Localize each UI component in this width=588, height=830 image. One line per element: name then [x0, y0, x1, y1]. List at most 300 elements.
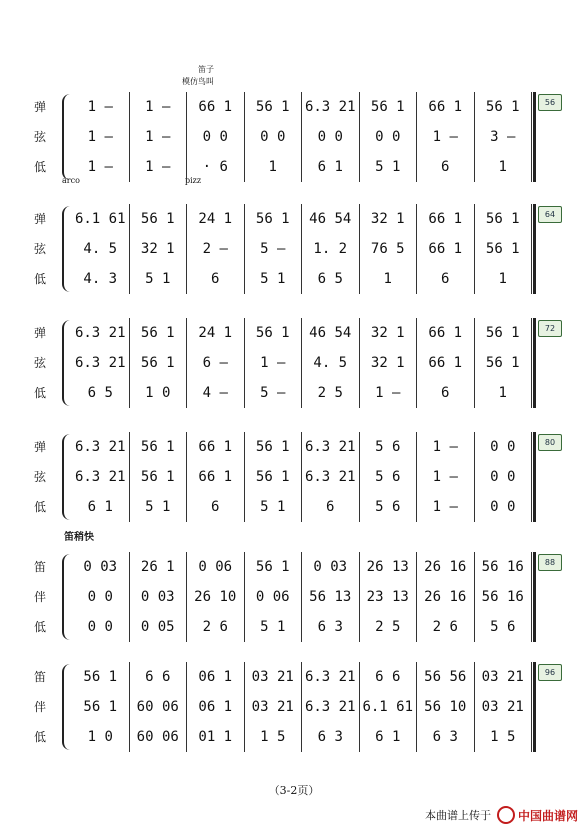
measure-notes: 26 10 — [194, 589, 237, 605]
measure — [302, 462, 360, 492]
measure-notes: 24 1 — [198, 325, 233, 341]
measure — [475, 612, 533, 642]
staff-row — [72, 612, 532, 642]
measure-notes: 56 10 — [424, 699, 467, 715]
measure — [475, 348, 533, 378]
measure-notes: 56 1 — [255, 99, 290, 115]
measure-notes: 3 – — [490, 129, 516, 145]
measure-notes: 1 — [498, 159, 507, 175]
measure — [302, 152, 360, 182]
measure — [187, 582, 245, 612]
staff-row — [72, 122, 532, 152]
measure — [475, 722, 533, 752]
measure-notes: 66 1 — [428, 355, 463, 371]
measure-notes: 1 – — [432, 439, 458, 455]
measure — [72, 612, 130, 642]
measure-notes: 0 0 — [490, 469, 516, 485]
measure — [475, 204, 533, 234]
measure-notes: 6.3 21 — [74, 439, 126, 455]
measure-notes: 6.3 21 — [304, 669, 356, 685]
measure-notes: 66 1 — [198, 469, 233, 485]
system-end-barline — [533, 662, 536, 752]
measure — [417, 582, 475, 612]
measure-notes: 6 6 — [145, 669, 171, 685]
staff-row — [72, 492, 532, 522]
upload-text: 本曲谱上传于 — [424, 809, 491, 822]
tempo-note: 笛稍快 — [64, 532, 94, 543]
measure — [360, 432, 418, 462]
measure — [360, 204, 418, 234]
measure-notes: 56 1 — [140, 211, 175, 227]
measure — [417, 492, 475, 522]
measure-notes: 1 0 — [145, 385, 171, 401]
measure — [417, 552, 475, 582]
part-label: 伴 — [34, 590, 47, 604]
measure — [417, 462, 475, 492]
measure-notes: 60 06 — [136, 729, 179, 745]
measure — [360, 462, 418, 492]
measure-notes: 0 0 — [375, 129, 401, 145]
measure-notes: 0 03 — [83, 559, 118, 575]
part-label: 笛 — [34, 670, 47, 684]
measure-notes: 5 1 — [375, 159, 401, 175]
measure — [245, 234, 303, 264]
staff-row — [72, 348, 532, 378]
measure — [72, 204, 130, 234]
measure-notes: 56 1 — [485, 325, 520, 341]
measure — [130, 432, 188, 462]
measure-notes: 76 5 — [370, 241, 405, 257]
staff-row — [72, 378, 532, 408]
measure — [302, 582, 360, 612]
measure-number-marker: 80 — [538, 434, 562, 451]
measure — [417, 612, 475, 642]
measure-notes: 56 13 — [309, 589, 352, 605]
measure-notes: 1 – — [432, 129, 458, 145]
measure-notes: 56 1 — [140, 469, 175, 485]
staff-row — [72, 204, 532, 234]
flute-title: 笛子 — [198, 65, 214, 74]
measure — [130, 204, 188, 234]
measure — [130, 234, 188, 264]
measure — [187, 122, 245, 152]
measure-notes: 0 06 — [198, 559, 233, 575]
measure-notes: 46 54 — [309, 325, 352, 341]
measure — [245, 552, 303, 582]
measure — [130, 92, 188, 122]
measure-notes: 6 6 — [375, 669, 401, 685]
measure — [302, 552, 360, 582]
part-label: 弹 — [34, 326, 47, 340]
measure — [187, 662, 245, 692]
measure-notes: 5 1 — [260, 271, 286, 287]
measure — [360, 378, 418, 408]
measure — [187, 152, 245, 182]
measure — [130, 122, 188, 152]
measure — [360, 662, 418, 692]
measure — [302, 378, 360, 408]
measure — [187, 92, 245, 122]
measure-notes: 32 1 — [370, 211, 405, 227]
measure-notes: 1 5 — [260, 729, 286, 745]
measure-notes: 6 5 — [317, 271, 343, 287]
staff-row — [72, 432, 532, 462]
part-label: 低 — [34, 160, 47, 174]
part-label: 弦 — [34, 470, 47, 484]
measure — [245, 92, 303, 122]
measure-notes: 6 3 — [432, 729, 458, 745]
measure — [360, 92, 418, 122]
measure-notes: 1 – — [432, 469, 458, 485]
system-end-barline — [533, 432, 536, 522]
measure — [475, 318, 533, 348]
measure — [417, 264, 475, 294]
measure — [360, 318, 418, 348]
measure — [130, 612, 188, 642]
measure-notes: 32 1 — [370, 355, 405, 371]
measure — [245, 348, 303, 378]
measure — [417, 662, 475, 692]
measure — [187, 692, 245, 722]
staff-row — [72, 264, 532, 294]
measure-notes: 66 1 — [428, 241, 463, 257]
measure — [187, 234, 245, 264]
measure-notes: 26 13 — [366, 559, 409, 575]
measure-notes: 2 5 — [317, 385, 343, 401]
measure-notes: 6.3 21 — [304, 469, 356, 485]
measure-notes: 0 0 — [490, 499, 516, 515]
measure — [302, 122, 360, 152]
measure — [475, 582, 533, 612]
measure-notes: 56 1 — [83, 699, 118, 715]
measure — [72, 552, 130, 582]
measure-notes: 6.1 61 — [362, 699, 414, 715]
measure-notes: 1 0 — [87, 729, 113, 745]
measure-notes: 6.1 61 — [74, 211, 126, 227]
measure — [72, 692, 130, 722]
measure — [417, 348, 475, 378]
measure — [475, 234, 533, 264]
measure-notes: 1 – — [87, 129, 113, 145]
measure-notes: 1 5 — [490, 729, 516, 745]
measure — [130, 552, 188, 582]
measure-notes: 1 – — [145, 99, 171, 115]
system-labels — [34, 432, 46, 522]
measure-notes: 32 1 — [370, 325, 405, 341]
staff-row — [72, 692, 532, 722]
measure-notes: 26 16 — [424, 559, 467, 575]
measure-notes: 2 6 — [202, 619, 228, 635]
measure — [360, 152, 418, 182]
measure-notes: 1 – — [260, 355, 286, 371]
measure — [417, 692, 475, 722]
measure-notes: 26 1 — [140, 559, 175, 575]
measure-notes: 6 — [441, 271, 450, 287]
measure-notes: 66 1 — [428, 99, 463, 115]
measure — [475, 432, 533, 462]
measure — [72, 582, 130, 612]
measure-notes: 56 56 — [424, 669, 467, 685]
measure — [245, 692, 303, 722]
page-label: （3-2页） — [268, 784, 320, 797]
measure-notes: 66 1 — [198, 439, 233, 455]
part-label: 伴 — [34, 700, 47, 714]
measure — [417, 234, 475, 264]
measure-notes: 5 1 — [145, 499, 171, 515]
measure — [187, 612, 245, 642]
measure-notes: 6.3 21 — [304, 439, 356, 455]
staff-row — [72, 318, 532, 348]
measure — [130, 378, 188, 408]
measure-notes: 6 — [441, 159, 450, 175]
measure-notes: 56 1 — [485, 355, 520, 371]
measure — [72, 722, 130, 752]
measure-notes: 6 3 — [317, 619, 343, 635]
staff-row — [72, 582, 532, 612]
measure — [130, 462, 188, 492]
measure-notes: 26 16 — [424, 589, 467, 605]
measure — [245, 378, 303, 408]
measure-notes: 1. 2 — [313, 241, 348, 257]
measure-notes: 0 03 — [140, 589, 175, 605]
measure — [417, 432, 475, 462]
measure-notes: 1 – — [87, 99, 113, 115]
part-label: 弦 — [34, 356, 47, 370]
measure — [302, 722, 360, 752]
measure — [245, 122, 303, 152]
measure-notes: 6 — [211, 499, 220, 515]
part-label: 低 — [34, 730, 47, 744]
measure-notes: 56 1 — [485, 99, 520, 115]
measure-notes: 4 – — [202, 385, 228, 401]
measure-notes: 1 – — [145, 129, 171, 145]
part-label: 低 — [34, 272, 47, 286]
measure-notes: 01 1 — [198, 729, 233, 745]
measure-notes: 0 06 — [255, 589, 290, 605]
measure-notes: 6 1 — [317, 159, 343, 175]
staff-row — [72, 92, 532, 122]
measure — [302, 662, 360, 692]
measure — [187, 492, 245, 522]
measure-notes: 4. 5 — [83, 241, 118, 257]
measure-notes: 5 1 — [145, 271, 171, 287]
measure — [72, 152, 130, 182]
part-label: 弦 — [34, 130, 47, 144]
measure-notes: 0 03 — [313, 559, 348, 575]
measure-notes: 5 6 — [375, 439, 401, 455]
measure — [475, 552, 533, 582]
measure-notes: 0 0 — [202, 129, 228, 145]
measure-notes: 6 — [441, 385, 450, 401]
measure — [360, 582, 418, 612]
measure — [360, 492, 418, 522]
measure-notes: 66 1 — [428, 325, 463, 341]
measure — [245, 318, 303, 348]
site-logo[interactable] — [497, 806, 578, 824]
measure-notes: 24 1 — [198, 211, 233, 227]
measure-notes: 2 6 — [432, 619, 458, 635]
staff-row — [72, 722, 532, 752]
measure-notes: 56 1 — [140, 355, 175, 371]
measure-notes: 56 1 — [370, 99, 405, 115]
measure — [302, 348, 360, 378]
measure — [302, 264, 360, 294]
measure-notes: 46 54 — [309, 211, 352, 227]
measure — [360, 348, 418, 378]
measure — [245, 612, 303, 642]
measure-notes: 56 1 — [255, 559, 290, 575]
staff-row — [72, 462, 532, 492]
system-labels — [34, 318, 46, 408]
measure-notes: 0 0 — [87, 589, 113, 605]
measure — [245, 662, 303, 692]
part-label: 笛 — [34, 560, 47, 574]
measure-notes: 1 — [268, 159, 277, 175]
measure-notes: 6 1 — [375, 729, 401, 745]
measure-notes: 2 – — [202, 241, 228, 257]
measure-notes: 56 1 — [255, 439, 290, 455]
measure — [130, 348, 188, 378]
measure — [130, 662, 188, 692]
staff-row — [72, 552, 532, 582]
measure — [475, 462, 533, 492]
measure — [417, 318, 475, 348]
measure-notes: 1 — [498, 385, 507, 401]
measure-notes: 6 — [211, 271, 220, 287]
system-labels — [34, 204, 46, 294]
measure-number-marker: 88 — [538, 554, 562, 571]
measure — [72, 662, 130, 692]
measure — [475, 92, 533, 122]
measure-number-marker: 64 — [538, 206, 562, 223]
measure-notes: · 6 — [202, 159, 228, 175]
system-end-barline — [533, 92, 536, 182]
measure-notes: 4. 5 — [313, 355, 348, 371]
measure — [130, 318, 188, 348]
measure-notes: 5 – — [260, 385, 286, 401]
part-label: 低 — [34, 386, 47, 400]
measure-notes: 56 16 — [481, 559, 524, 575]
measure-notes: 6 3 — [317, 729, 343, 745]
logo-icon — [497, 806, 515, 824]
measure — [475, 378, 533, 408]
measure-notes: 1 – — [145, 159, 171, 175]
measure — [360, 692, 418, 722]
system-labels — [34, 552, 46, 642]
measure — [72, 432, 130, 462]
measure — [360, 612, 418, 642]
measure — [130, 152, 188, 182]
measure — [72, 378, 130, 408]
measure — [302, 234, 360, 264]
measure-notes: 0 05 — [140, 619, 175, 635]
measure — [417, 722, 475, 752]
measure — [302, 432, 360, 462]
arco-mark: arco — [62, 176, 80, 185]
measure-notes: 0 0 — [317, 129, 343, 145]
system-labels — [34, 92, 46, 182]
measure — [475, 662, 533, 692]
measure — [360, 722, 418, 752]
upload-credit — [425, 806, 578, 824]
measure — [245, 264, 303, 294]
measure — [130, 692, 188, 722]
measure — [475, 152, 533, 182]
measure — [475, 492, 533, 522]
measure — [187, 348, 245, 378]
measure — [72, 234, 130, 264]
measure-notes: 56 16 — [481, 589, 524, 605]
measure-notes: 03 21 — [481, 699, 524, 715]
staff-row — [72, 152, 532, 182]
measure — [72, 348, 130, 378]
measure — [302, 318, 360, 348]
measure-notes: 6.3 21 — [304, 699, 356, 715]
measure-notes: 03 21 — [251, 699, 294, 715]
measure — [130, 264, 188, 294]
measure — [360, 264, 418, 294]
measure — [360, 552, 418, 582]
measure — [360, 234, 418, 264]
measure — [302, 92, 360, 122]
part-label: 低 — [34, 620, 47, 634]
measure — [417, 378, 475, 408]
measure-notes: 06 1 — [198, 669, 233, 685]
measure — [72, 122, 130, 152]
measure — [187, 552, 245, 582]
measure — [360, 122, 418, 152]
staff-row — [72, 662, 532, 692]
measure-notes: 66 1 — [198, 99, 233, 115]
measure — [187, 432, 245, 462]
measure-notes: 2 5 — [375, 619, 401, 635]
measure-notes: 5 – — [260, 241, 286, 257]
measure-notes: 5 1 — [260, 499, 286, 515]
measure-notes: 56 1 — [140, 325, 175, 341]
part-label: 弹 — [34, 212, 47, 226]
measure — [130, 722, 188, 752]
measure-notes: 56 1 — [255, 325, 290, 341]
pizz-mark: pizz — [185, 176, 202, 185]
measure — [417, 204, 475, 234]
measure-notes: 1 — [498, 271, 507, 287]
measure-notes: 1 – — [87, 159, 113, 175]
measure-notes: 6.3 21 — [74, 355, 126, 371]
measure — [245, 462, 303, 492]
measure-notes: 60 06 — [136, 699, 179, 715]
measure-notes: 1 — [383, 271, 392, 287]
measure — [72, 492, 130, 522]
measure-notes: 5 1 — [260, 619, 286, 635]
measure-notes: 5 6 — [375, 469, 401, 485]
measure — [72, 462, 130, 492]
measure-notes: 6 — [326, 499, 335, 515]
measure-notes: 6 1 — [87, 499, 113, 515]
system-end-barline — [533, 318, 536, 408]
measure-notes: 66 1 — [428, 211, 463, 227]
measure-notes: 56 1 — [83, 669, 118, 685]
measure — [245, 722, 303, 752]
measure-notes: 6 5 — [87, 385, 113, 401]
system-end-barline — [533, 552, 536, 642]
measure-notes: 03 21 — [481, 669, 524, 685]
measure-notes: 56 1 — [485, 241, 520, 257]
measure-notes: 56 1 — [255, 211, 290, 227]
measure — [187, 318, 245, 348]
part-label: 低 — [34, 500, 47, 514]
site-name: 中国曲谱网 — [517, 808, 578, 823]
measure-notes: 56 1 — [255, 469, 290, 485]
